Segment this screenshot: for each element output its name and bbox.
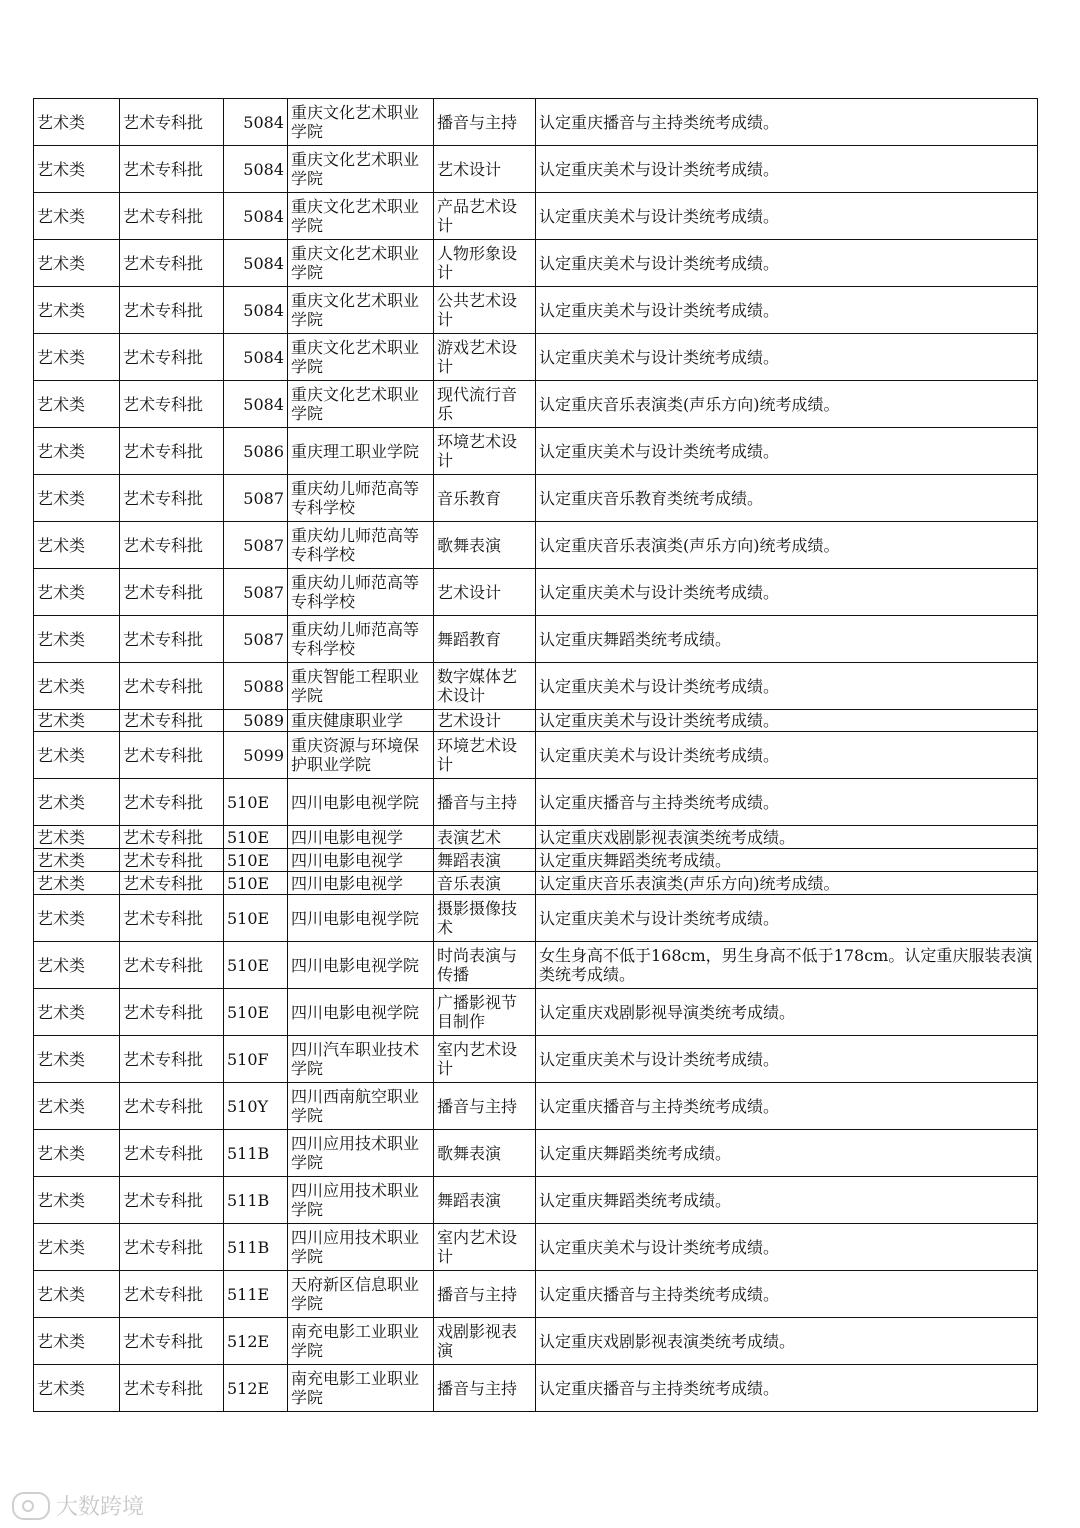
cell-school-name: 四川西南航空职业学院 xyxy=(288,1083,434,1130)
cell-batch: 艺术专科批 xyxy=(120,849,224,872)
cell-major: 环境艺术设计 xyxy=(434,732,536,779)
table-row xyxy=(34,334,1038,381)
watermark-text: 大数跨境 xyxy=(56,1495,145,1520)
cell-category: 艺术类 xyxy=(34,779,120,826)
cell-batch: 艺术专科批 xyxy=(120,99,224,146)
cell-school-code: 511B xyxy=(224,1224,288,1271)
cell-school-name: 重庆文化艺术职业学院 xyxy=(288,287,434,334)
cell-major: 播音与主持 xyxy=(434,1083,536,1130)
cell-school-code: 5088 xyxy=(224,663,288,710)
cell-category: 艺术类 xyxy=(34,1365,120,1412)
cell-major: 现代流行音乐 xyxy=(434,381,536,428)
cell-batch: 艺术专科批 xyxy=(120,779,224,826)
table-row xyxy=(34,942,1038,989)
table-row xyxy=(34,732,1038,779)
cell-note: 认定重庆音乐表演类(声乐方向)统考成绩。 xyxy=(536,522,1038,569)
cell-school-name: 重庆文化艺术职业学院 xyxy=(288,240,434,287)
cell-major: 广播影视节目制作 xyxy=(434,989,536,1036)
cell-category: 艺术类 xyxy=(34,663,120,710)
cell-school-name: 重庆文化艺术职业学院 xyxy=(288,146,434,193)
cell-note: 认定重庆美术与设计类统考成绩。 xyxy=(536,895,1038,942)
cell-batch: 艺术专科批 xyxy=(120,989,224,1036)
cell-school-code: 5084 xyxy=(224,240,288,287)
cell-note: 认定重庆美术与设计类统考成绩。 xyxy=(536,240,1038,287)
cell-school-name: 四川电影电视学 xyxy=(288,826,434,849)
cell-note: 认定重庆美术与设计类统考成绩。 xyxy=(536,710,1038,732)
cell-batch: 艺术专科批 xyxy=(120,826,224,849)
cell-category: 艺术类 xyxy=(34,381,120,428)
cell-school-name: 重庆资源与环境保护职业学院 xyxy=(288,732,434,779)
cell-school-code: 510E xyxy=(224,895,288,942)
cell-category: 艺术类 xyxy=(34,522,120,569)
cell-major: 音乐教育 xyxy=(434,475,536,522)
cell-school-code: 510F xyxy=(224,1036,288,1083)
cell-note: 认定重庆戏剧影视表演类统考成绩。 xyxy=(536,1318,1038,1365)
cell-note: 认定重庆美术与设计类统考成绩。 xyxy=(536,1224,1038,1271)
cell-note: 认定重庆戏剧影视表演类统考成绩。 xyxy=(536,826,1038,849)
cell-batch: 艺术专科批 xyxy=(120,193,224,240)
cell-major: 数字媒体艺术设计 xyxy=(434,663,536,710)
cell-school-code: 5087 xyxy=(224,475,288,522)
cell-school-name: 四川应用技术职业学院 xyxy=(288,1177,434,1224)
cell-school-name: 四川电影电视学院 xyxy=(288,989,434,1036)
cell-major: 歌舞表演 xyxy=(434,522,536,569)
cell-note: 认定重庆音乐教育类统考成绩。 xyxy=(536,475,1038,522)
cell-note: 认定重庆播音与主持类统考成绩。 xyxy=(536,779,1038,826)
cell-batch: 艺术专科批 xyxy=(120,522,224,569)
table-row xyxy=(34,522,1038,569)
cell-major: 艺术设计 xyxy=(434,569,536,616)
table-row xyxy=(34,989,1038,1036)
cell-category: 艺术类 xyxy=(34,942,120,989)
table-body xyxy=(34,99,1038,1412)
watermark xyxy=(12,1490,144,1521)
cell-school-name: 重庆健康职业学 xyxy=(288,710,434,732)
cell-major: 艺术设计 xyxy=(434,146,536,193)
cell-batch: 艺术专科批 xyxy=(120,1036,224,1083)
cell-school-code: 510E xyxy=(224,872,288,895)
cell-school-name: 重庆文化艺术职业学院 xyxy=(288,334,434,381)
cell-school-code: 510E xyxy=(224,779,288,826)
cell-school-code: 5084 xyxy=(224,287,288,334)
cell-batch: 艺术专科批 xyxy=(120,334,224,381)
cell-batch: 艺术专科批 xyxy=(120,1130,224,1177)
cell-batch: 艺术专科批 xyxy=(120,942,224,989)
cell-note: 认定重庆舞蹈类统考成绩。 xyxy=(536,1177,1038,1224)
cell-batch: 艺术专科批 xyxy=(120,240,224,287)
cell-major: 播音与主持 xyxy=(434,779,536,826)
cell-batch: 艺术专科批 xyxy=(120,872,224,895)
cell-batch: 艺术专科批 xyxy=(120,895,224,942)
cell-batch: 艺术专科批 xyxy=(120,663,224,710)
table-row xyxy=(34,710,1038,732)
table-row xyxy=(34,1177,1038,1224)
cell-category: 艺术类 xyxy=(34,193,120,240)
cell-category: 艺术类 xyxy=(34,826,120,849)
cell-batch: 艺术专科批 xyxy=(120,1271,224,1318)
cell-category: 艺术类 xyxy=(34,616,120,663)
cell-category: 艺术类 xyxy=(34,146,120,193)
cell-school-name: 南充电影工业职业学院 xyxy=(288,1318,434,1365)
cell-major: 摄影摄像技术 xyxy=(434,895,536,942)
cell-batch: 艺术专科批 xyxy=(120,616,224,663)
cell-school-name: 重庆幼儿师范高等专科学校 xyxy=(288,616,434,663)
cell-note: 认定重庆美术与设计类统考成绩。 xyxy=(536,1036,1038,1083)
table-row xyxy=(34,895,1038,942)
cell-school-code: 5089 xyxy=(224,710,288,732)
cell-major: 舞蹈表演 xyxy=(434,1177,536,1224)
cell-major: 舞蹈表演 xyxy=(434,849,536,872)
table-row xyxy=(34,193,1038,240)
table-row xyxy=(34,663,1038,710)
cell-batch: 艺术专科批 xyxy=(120,1318,224,1365)
cell-note: 认定重庆美术与设计类统考成绩。 xyxy=(536,569,1038,616)
table-row xyxy=(34,475,1038,522)
admission-table xyxy=(33,98,1038,1412)
cell-category: 艺术类 xyxy=(34,1036,120,1083)
cell-note: 认定重庆音乐表演类(声乐方向)统考成绩。 xyxy=(536,381,1038,428)
cell-category: 艺术类 xyxy=(34,569,120,616)
cell-major: 室内艺术设计 xyxy=(434,1224,536,1271)
cell-major: 时尚表演与传播 xyxy=(434,942,536,989)
cell-school-code: 510E xyxy=(224,942,288,989)
cell-note: 认定重庆美术与设计类统考成绩。 xyxy=(536,193,1038,240)
cell-category: 艺术类 xyxy=(34,1083,120,1130)
cell-category: 艺术类 xyxy=(34,849,120,872)
cell-school-name: 重庆文化艺术职业学院 xyxy=(288,99,434,146)
cell-school-code: 512E xyxy=(224,1365,288,1412)
cell-school-name: 四川电影电视学院 xyxy=(288,895,434,942)
cell-major: 音乐表演 xyxy=(434,872,536,895)
cell-batch: 艺术专科批 xyxy=(120,569,224,616)
cell-major: 人物形象设计 xyxy=(434,240,536,287)
cell-category: 艺术类 xyxy=(34,872,120,895)
cell-school-code: 510E xyxy=(224,989,288,1036)
table-row xyxy=(34,872,1038,895)
cell-school-name: 四川电影电视学 xyxy=(288,849,434,872)
cell-note: 认定重庆美术与设计类统考成绩。 xyxy=(536,663,1038,710)
table-row xyxy=(34,569,1038,616)
cell-batch: 艺术专科批 xyxy=(120,732,224,779)
cell-major: 产品艺术设计 xyxy=(434,193,536,240)
cell-school-name: 重庆文化艺术职业学院 xyxy=(288,193,434,240)
table-row xyxy=(34,616,1038,663)
table-row xyxy=(34,849,1038,872)
cell-category: 艺术类 xyxy=(34,895,120,942)
table-row xyxy=(34,1271,1038,1318)
cell-note: 认定重庆美术与设计类统考成绩。 xyxy=(536,146,1038,193)
cell-note: 认定重庆播音与主持类统考成绩。 xyxy=(536,1083,1038,1130)
table-row xyxy=(34,826,1038,849)
cell-batch: 艺术专科批 xyxy=(120,287,224,334)
cell-school-code: 5087 xyxy=(224,616,288,663)
cell-school-code: 5084 xyxy=(224,334,288,381)
cell-school-name: 四川电影电视学院 xyxy=(288,779,434,826)
cell-school-code: 512E xyxy=(224,1318,288,1365)
cell-batch: 艺术专科批 xyxy=(120,1177,224,1224)
cell-major: 播音与主持 xyxy=(434,1271,536,1318)
cell-school-code: 510Y xyxy=(224,1083,288,1130)
table-row xyxy=(34,146,1038,193)
cell-school-name: 南充电影工业职业学院 xyxy=(288,1365,434,1412)
cell-note: 认定重庆美术与设计类统考成绩。 xyxy=(536,428,1038,475)
cell-note: 认定重庆美术与设计类统考成绩。 xyxy=(536,732,1038,779)
table-row xyxy=(34,779,1038,826)
cell-school-name: 重庆幼儿师范高等专科学校 xyxy=(288,475,434,522)
table-row xyxy=(34,1130,1038,1177)
cell-note: 认定重庆美术与设计类统考成绩。 xyxy=(536,287,1038,334)
cell-school-name: 重庆幼儿师范高等专科学校 xyxy=(288,522,434,569)
cell-note: 认定重庆音乐表演类(声乐方向)统考成绩。 xyxy=(536,872,1038,895)
cell-school-name: 重庆智能工程职业学院 xyxy=(288,663,434,710)
cell-major: 戏剧影视表演 xyxy=(434,1318,536,1365)
cell-category: 艺术类 xyxy=(34,475,120,522)
table-row xyxy=(34,1365,1038,1412)
cell-batch: 艺术专科批 xyxy=(120,381,224,428)
cell-major: 艺术设计 xyxy=(434,710,536,732)
cell-school-name: 四川电影电视学 xyxy=(288,872,434,895)
table-row xyxy=(34,287,1038,334)
cell-category: 艺术类 xyxy=(34,1318,120,1365)
cell-batch: 艺术专科批 xyxy=(120,1224,224,1271)
cell-note: 认定重庆舞蹈类统考成绩。 xyxy=(536,616,1038,663)
cell-major: 播音与主持 xyxy=(434,99,536,146)
cell-school-name: 四川电影电视学院 xyxy=(288,942,434,989)
cell-category: 艺术类 xyxy=(34,989,120,1036)
table-row xyxy=(34,1318,1038,1365)
cell-school-code: 5099 xyxy=(224,732,288,779)
cell-school-name: 四川应用技术职业学院 xyxy=(288,1130,434,1177)
cell-major: 室内艺术设计 xyxy=(434,1036,536,1083)
cell-school-code: 5086 xyxy=(224,428,288,475)
cell-note: 认定重庆舞蹈类统考成绩。 xyxy=(536,1130,1038,1177)
cell-major: 舞蹈教育 xyxy=(434,616,536,663)
cell-school-code: 5084 xyxy=(224,193,288,240)
cell-category: 艺术类 xyxy=(34,1224,120,1271)
cell-category: 艺术类 xyxy=(34,1177,120,1224)
cell-category: 艺术类 xyxy=(34,710,120,732)
table-row xyxy=(34,1224,1038,1271)
cell-school-name: 四川汽车职业技术学院 xyxy=(288,1036,434,1083)
cell-batch: 艺术专科批 xyxy=(120,428,224,475)
cell-school-name: 重庆幼儿师范高等专科学校 xyxy=(288,569,434,616)
cell-batch: 艺术专科批 xyxy=(120,475,224,522)
cell-note: 认定重庆播音与主持类统考成绩。 xyxy=(536,1365,1038,1412)
table-row xyxy=(34,99,1038,146)
cell-major: 公共艺术设计 xyxy=(434,287,536,334)
cell-major: 播音与主持 xyxy=(434,1365,536,1412)
cell-note: 女生身高不低于168cm，男生身高不低于178cm。认定重庆服装表演类统考成绩。 xyxy=(536,942,1038,989)
cell-batch: 艺术专科批 xyxy=(120,710,224,732)
cell-batch: 艺术专科批 xyxy=(120,1083,224,1130)
cell-category: 艺术类 xyxy=(34,240,120,287)
cell-batch: 艺术专科批 xyxy=(120,146,224,193)
cell-school-code: 5087 xyxy=(224,569,288,616)
table-row xyxy=(34,1083,1038,1130)
cell-school-name: 四川应用技术职业学院 xyxy=(288,1224,434,1271)
cell-school-code: 511E xyxy=(224,1271,288,1318)
cell-category: 艺术类 xyxy=(34,99,120,146)
cell-school-name: 重庆理工职业学院 xyxy=(288,428,434,475)
cell-school-code: 511B xyxy=(224,1130,288,1177)
cell-batch: 艺术专科批 xyxy=(120,1365,224,1412)
cell-note: 认定重庆戏剧影视导演类统考成绩。 xyxy=(536,989,1038,1036)
cell-school-code: 5087 xyxy=(224,522,288,569)
cell-major: 歌舞表演 xyxy=(434,1130,536,1177)
cell-category: 艺术类 xyxy=(34,1271,120,1318)
cell-school-code: 510E xyxy=(224,826,288,849)
cell-major: 表演艺术 xyxy=(434,826,536,849)
cell-school-code: 5084 xyxy=(224,99,288,146)
cell-category: 艺术类 xyxy=(34,334,120,381)
cell-note: 认定重庆播音与主持类统考成绩。 xyxy=(536,99,1038,146)
cell-category: 艺术类 xyxy=(34,287,120,334)
cell-category: 艺术类 xyxy=(34,1130,120,1177)
cell-major: 环境艺术设计 xyxy=(434,428,536,475)
table-row xyxy=(34,1036,1038,1083)
cell-note: 认定重庆播音与主持类统考成绩。 xyxy=(536,1271,1038,1318)
cell-category: 艺术类 xyxy=(34,428,120,475)
cell-school-name: 重庆文化艺术职业学院 xyxy=(288,381,434,428)
cell-school-name: 天府新区信息职业学院 xyxy=(288,1271,434,1318)
cell-school-code: 5084 xyxy=(224,381,288,428)
table-row xyxy=(34,240,1038,287)
table-row xyxy=(34,428,1038,475)
cell-major: 游戏艺术设计 xyxy=(434,334,536,381)
cell-category: 艺术类 xyxy=(34,732,120,779)
cell-note: 认定重庆美术与设计类统考成绩。 xyxy=(536,334,1038,381)
cell-note: 认定重庆舞蹈类统考成绩。 xyxy=(536,849,1038,872)
cell-school-code: 510E xyxy=(224,849,288,872)
cell-school-code: 511B xyxy=(224,1177,288,1224)
cell-school-code: 5084 xyxy=(224,146,288,193)
table-row xyxy=(34,381,1038,428)
watermark-logo-icon xyxy=(12,1492,50,1520)
